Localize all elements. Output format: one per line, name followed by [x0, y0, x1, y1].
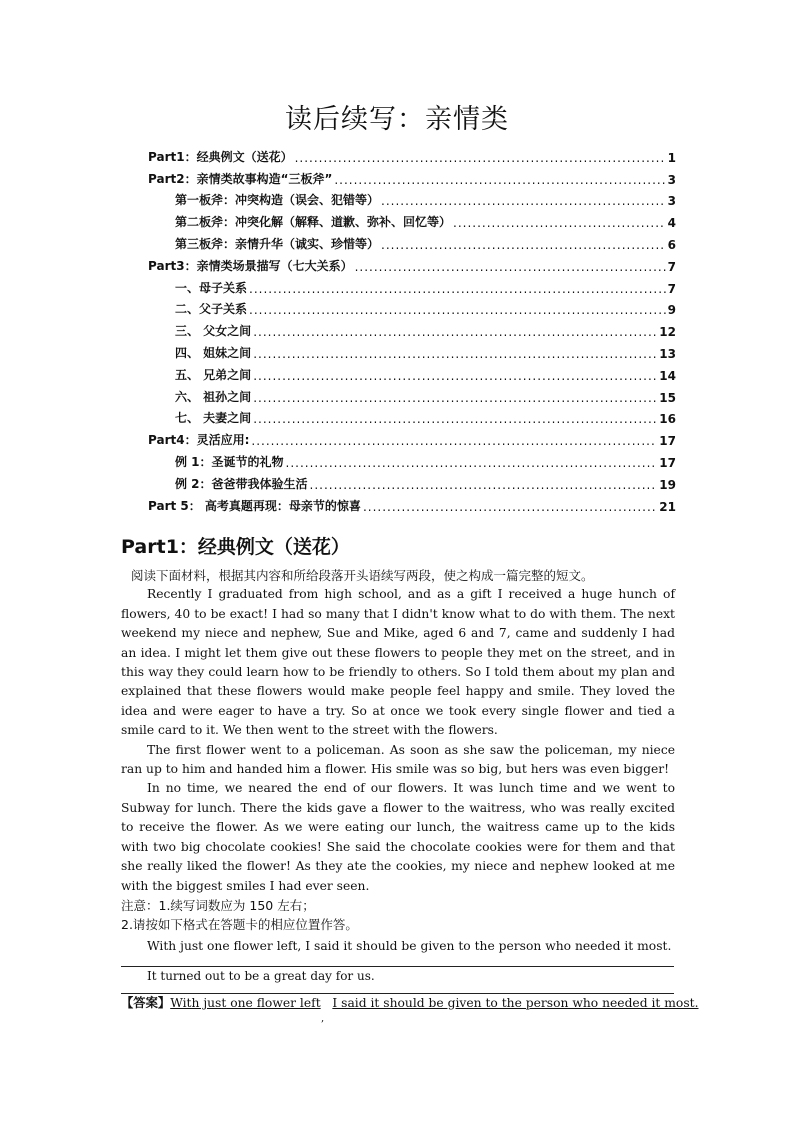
- toc-entry-label: Part 5： 高考真题再现：母亲节的惊喜: [148, 498, 361, 513]
- toc-entry[interactable]: [148, 165, 676, 187]
- instruction-text: 阅读下面材料，根据其内容和所给段落开头语续写两段，使之构成一篇完整的短文。: [131, 568, 594, 583]
- toc-entry-page: 1: [667, 150, 676, 165]
- toc-entry-label: 第三板斧：亲情升华（诚实、珍惜等）: [175, 236, 380, 251]
- toc-entry-page: 17: [659, 434, 676, 449]
- toc-entry[interactable]: [148, 143, 676, 165]
- table-of-contents: [148, 143, 676, 514]
- toc-entry-label: Part2：亲情类故事构造“三板斧”: [148, 171, 333, 186]
- note-line-1: 注意：1.续写词数应为 150 左右；: [121, 897, 315, 913]
- toc-entry-label: 例 1：圣诞节的礼物: [175, 454, 284, 469]
- toc-leader-dots: [253, 412, 657, 426]
- toc-entry-page: 3: [667, 172, 676, 187]
- toc-entry-page: 14: [659, 368, 676, 383]
- toc-entry[interactable]: [148, 426, 676, 448]
- note-line-2: 2.请按如下格式在答题卡的相应位置作答。: [121, 917, 358, 933]
- opening-sentence-2: It turned out to be a great day for us.: [147, 969, 375, 984]
- toc-entry[interactable]: [148, 492, 676, 514]
- toc-leader-dots: [453, 216, 666, 230]
- toc-entry-page: 12: [659, 325, 676, 340]
- toc-entry[interactable]: [148, 339, 676, 361]
- toc-entry[interactable]: [148, 274, 676, 296]
- toc-entry[interactable]: [148, 361, 676, 383]
- toc-entry-page: 21: [659, 499, 676, 514]
- toc-entry[interactable]: [148, 470, 676, 492]
- toc-entry[interactable]: [148, 208, 676, 230]
- toc-entry-label: Part1：经典例文（送花）: [148, 149, 293, 164]
- toc-leader-dots: [286, 456, 658, 470]
- toc-leader-dots: [334, 173, 665, 187]
- toc-entry-page: 4: [667, 216, 676, 231]
- toc-leader-dots: [295, 151, 666, 165]
- toc-leader-dots: [249, 303, 666, 317]
- toc-entry-page: 7: [667, 259, 676, 274]
- toc-entry-page: 16: [659, 412, 676, 427]
- toc-entry[interactable]: [148, 230, 676, 252]
- toc-entry-label: Part4：灵活应用:: [148, 433, 250, 448]
- toc-entry-page: 3: [667, 194, 676, 209]
- story-paragraph-2: The first flower went to a policeman. As soon as she saw the policeman, my niece ran up to him and handed him a flower. His smile was so big, but hers was even bigger!: [121, 742, 675, 777]
- toc-leader-dots: [253, 325, 657, 339]
- answer-comma: ,: [321, 1012, 325, 1024]
- toc-entry-label: Part3：亲情类场景描写（七大关系）: [148, 258, 353, 273]
- toc-entry-page: 19: [659, 477, 676, 492]
- answer-part-a: With just one flower left: [170, 995, 321, 1010]
- story-paragraph-1: Recently I graduated from high school, and as a gift I received a huge hunch of flowers, 40 to be exact! I had so many that I didn't know what to do with them. The next weekend my niece and nephew, Sue and Mike, aged 6 and 7, came and suddenly I had an idea. I might let them give out these flowers to people they met on the street, and in this way they could learn how to be friendly to others. So I told them about my plan and explained that these flowers would make people feel happy and smile. They loved the idea and were eager to have a try. So at once we took every single flower and tied a smile card to it. We then went to the street with the flowers.: [121, 587, 675, 738]
- toc-leader-dots: [310, 478, 658, 492]
- toc-entry-label: 三、 父女之间: [175, 324, 252, 339]
- toc-leader-dots: [381, 194, 666, 208]
- toc-entry[interactable]: [148, 317, 676, 339]
- part1-body: [121, 566, 699, 1025]
- toc-entry-label: 六、 祖孙之间: [175, 389, 252, 404]
- toc-entry[interactable]: [148, 383, 676, 405]
- toc-entry-label: 第一板斧：冲突构造（误会、犯错等）: [175, 193, 380, 208]
- toc-entry-label: 四、 姐妹之间: [175, 345, 252, 360]
- answer-line: [121, 994, 699, 1013]
- toc-entry-page: 15: [659, 390, 676, 405]
- toc-leader-dots: [253, 369, 657, 383]
- toc-entry-page: 17: [659, 455, 676, 470]
- section-heading-part1: Part1：经典例文（送花）: [121, 536, 350, 558]
- toc-entry-page: 7: [667, 281, 676, 296]
- toc-entry-label: 五、 兄弟之间: [175, 367, 252, 382]
- story-paragraph-3: In no time, we neared the end of our flowers. It was lunch time and we went to Subway for lunch. There the kids gave a flower to the waitress, who was really excited to receive the flower. As we were eating our lunch, the waitress came up to the kids with two big chocolate cookies! She said the chocolate cookies were for them and that she really liked the flower! As they ate the cookies, my niece and nephew looked at me with the biggest smiles I had ever seen.: [121, 781, 675, 893]
- toc-entry[interactable]: [148, 187, 676, 209]
- toc-entry-label: 一、母子关系: [175, 280, 248, 295]
- opening-sentence-1: With just one flower left, I said it should be given to the person who needed it most.: [147, 938, 672, 953]
- toc-leader-dots: [253, 391, 657, 405]
- toc-entry[interactable]: [148, 296, 676, 318]
- toc-entry[interactable]: [148, 252, 676, 274]
- toc-leader-dots: [363, 500, 657, 514]
- toc-leader-dots: [251, 434, 657, 448]
- answer-part-b: I said it should be given to the person who needed it most.: [332, 995, 699, 1010]
- toc-entry-label: 七、 夫妻之间: [175, 411, 252, 426]
- toc-entry-page: 6: [667, 237, 676, 252]
- toc-entry-label: 例 2：爸爸带我体验生活: [175, 476, 308, 491]
- answer-tag: 【答案】: [121, 995, 171, 1010]
- toc-entry-label: 第二板斧：冲突化解（解释、道歉、弥补、回忆等）: [175, 215, 452, 230]
- toc-leader-dots: [253, 347, 657, 361]
- toc-entry-page: 9: [667, 303, 676, 318]
- toc-entry[interactable]: [148, 448, 676, 470]
- document-title: 读后续写：亲情类: [285, 104, 509, 135]
- toc-leader-dots: [381, 238, 666, 252]
- toc-leader-dots: [249, 282, 666, 296]
- toc-entry-page: 13: [659, 346, 676, 361]
- toc-leader-dots: [355, 260, 666, 274]
- toc-entry[interactable]: [148, 405, 676, 427]
- toc-entry-label: 二、父子关系: [175, 302, 248, 317]
